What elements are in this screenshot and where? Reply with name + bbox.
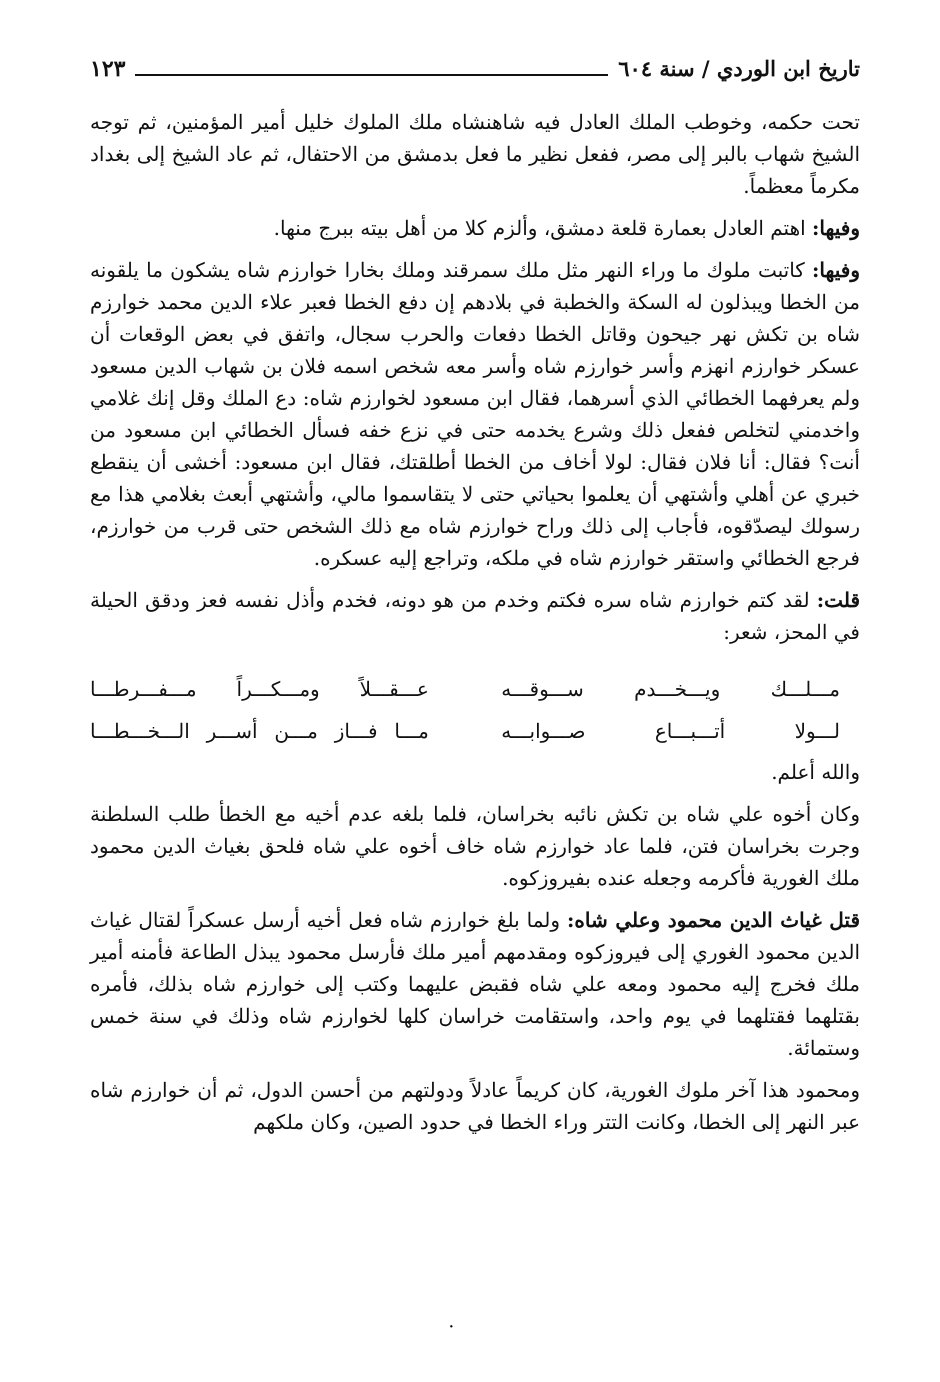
paragraph-text: تحت حكمه، وخوطب الملك العادل فيه شاهنشاه ملك الملوك خليل أمير المؤمنين، ثم توجه الشيخ شهاب بالبر إلى مصر، ففعل نظير ما فعل بدمشق من الاحتفال، ثم عاد الشيخ إلى بغداد مكرماً معظماً.: [90, 110, 860, 198]
poem-closing: والله أعلم.: [771, 760, 860, 784]
paragraph-text: لقد كتم خوارزم شاه سره فكتم وخدم من هو دونه، فخدم وأذل نفسه فعز ودقق الحيلة في المحز، شعر:: [90, 588, 860, 644]
poem-verse: [90, 710, 860, 752]
book-page: [90, 48, 860, 1368]
paragraph-text: وكان أخوه علي شاه بن تكش نائبه بخراسان، فلما بلغه عدم أخيه مع الخطأ طلب السلطنة وجرت بخراسان فتن، فلما عاد خوارزم شاه خاف أخوه علي شاه فلحق بغياث الدين محمود ملك الغورية فأكرمه وجعله عنده بفيروزكوه.: [90, 802, 860, 890]
paragraph-text: كاتبت ملوك ما وراء النهر مثل ملك سمرقند وملك بخارا خوارزم شاه يشكون ما يلقونه من الخطا ويبذلون له السكة والخطبة في بلادهم إن دفع الخطا فعبر علاء الدين محمد خوارزم شاه بن تكش نهر جيحون وقاتل الخطا دفعات والحرب سجال، واتفق في بعض الوقعات أن عسكر خوارزم انهزم وأسر خوارزم شاه وأسر معه شخص اسمه فلان بن شهاب الدين مسعود ولم يعرفهما الخطائي الذي أسرهما، فقال ابن مسعود لخوارزم شاه: دع الملك وقل إنك غلامي واخدمني لتخلص ففعل ذلك وشرع يخدمه حتى في نزع خفه فسأل الخطائي ابن مسعود من أنت؟ فقال: أنا فلان فقال: لولا أخاف من الخطا أطلقتك، فقال ابن مسعود: أخشى أن ينقطع خبري عن أهلي وأشتهي أن يعلموا بحياتي حتى لا يتقاسموا مالي، وأشتهي أبعث بغلامي هذا مع رسولك ليصدّقوه، فأجاب إلى ذلك وراح خوارزم شاه مع ذلك الشخص حتى قرب من خوارزم، فرجع الخطائي واستقر خوارزم شاه في ملكه، وتراجع إليه عسكره.: [90, 258, 860, 570]
paragraph: [90, 106, 860, 202]
footer-mark: ·: [448, 1316, 455, 1338]
paragraph-text: ولما بلغ خوارزم شاه فعل أخيه أرسل عسكراً لقتال غياث الدين محمود الغوري إلى فيروزكوه ومقدمهم أمير ملك فأرسل محمود يبذل الطاعة فأمنه أمير ملك فخرج إليه محمود ومعه علي شاه فقبض عليهما وكتب إلى خوارزم شاه بذلك، فأمره بقتلهما فقتلهما في يوم واحد، واستقامت خراسان كلها لخوارزم شاه وذلك في سنة خمس وستمائة.: [90, 908, 860, 1060]
page-header: [90, 48, 860, 84]
page-number: ١٢٣: [90, 56, 126, 82]
paragraph: [90, 212, 860, 244]
paragraph: [90, 254, 860, 574]
paragraph: [90, 584, 860, 648]
paragraph-text: ومحمود هذا آخر ملوك الغورية، كان كريماً عادلاً ودولتهم من أحسن الدول، ثم أن خوارزم شاه عبر النهر إلى الخطا، وكانت التتر وراء الخطا في حدود الصين، وكان ملكهم: [90, 1078, 860, 1134]
paragraph: [90, 904, 860, 1064]
paragraph-text: اهتم العادل بعمارة قلعة دمشق، وألزم كلا من أهل بيته ببرج منها.: [273, 216, 813, 240]
poem-verse: [90, 668, 860, 710]
paragraph-lead: وفيها:: [812, 258, 860, 282]
poem-hemistich-first: مـــلـــك ويـــخـــدم ســـوقـــه: [501, 677, 840, 701]
paragraph: [90, 798, 860, 894]
header-rule: [135, 74, 608, 76]
poem-hemistich-second: مـــا فـــاز مـــن أســـر الـــخـــطـــا: [90, 719, 429, 743]
poem: [90, 668, 860, 752]
paragraph: [90, 1074, 860, 1138]
section-heading: قتل غياث الدين محمود وعلي شاه:: [567, 908, 860, 932]
poem-hemistich-first: لـــولا أتـــبـــاع صـــوابـــه: [501, 719, 840, 743]
running-title: تاريخ ابن الوردي / سنة ٦٠٤: [618, 56, 860, 81]
paragraph-lead: وفيها:: [812, 216, 860, 240]
paragraph-lead: قلت:: [816, 588, 860, 612]
poem-hemistich-second: عـــقـــلاً ومـــكـــراً مـــفـــرطـــا: [90, 677, 429, 701]
